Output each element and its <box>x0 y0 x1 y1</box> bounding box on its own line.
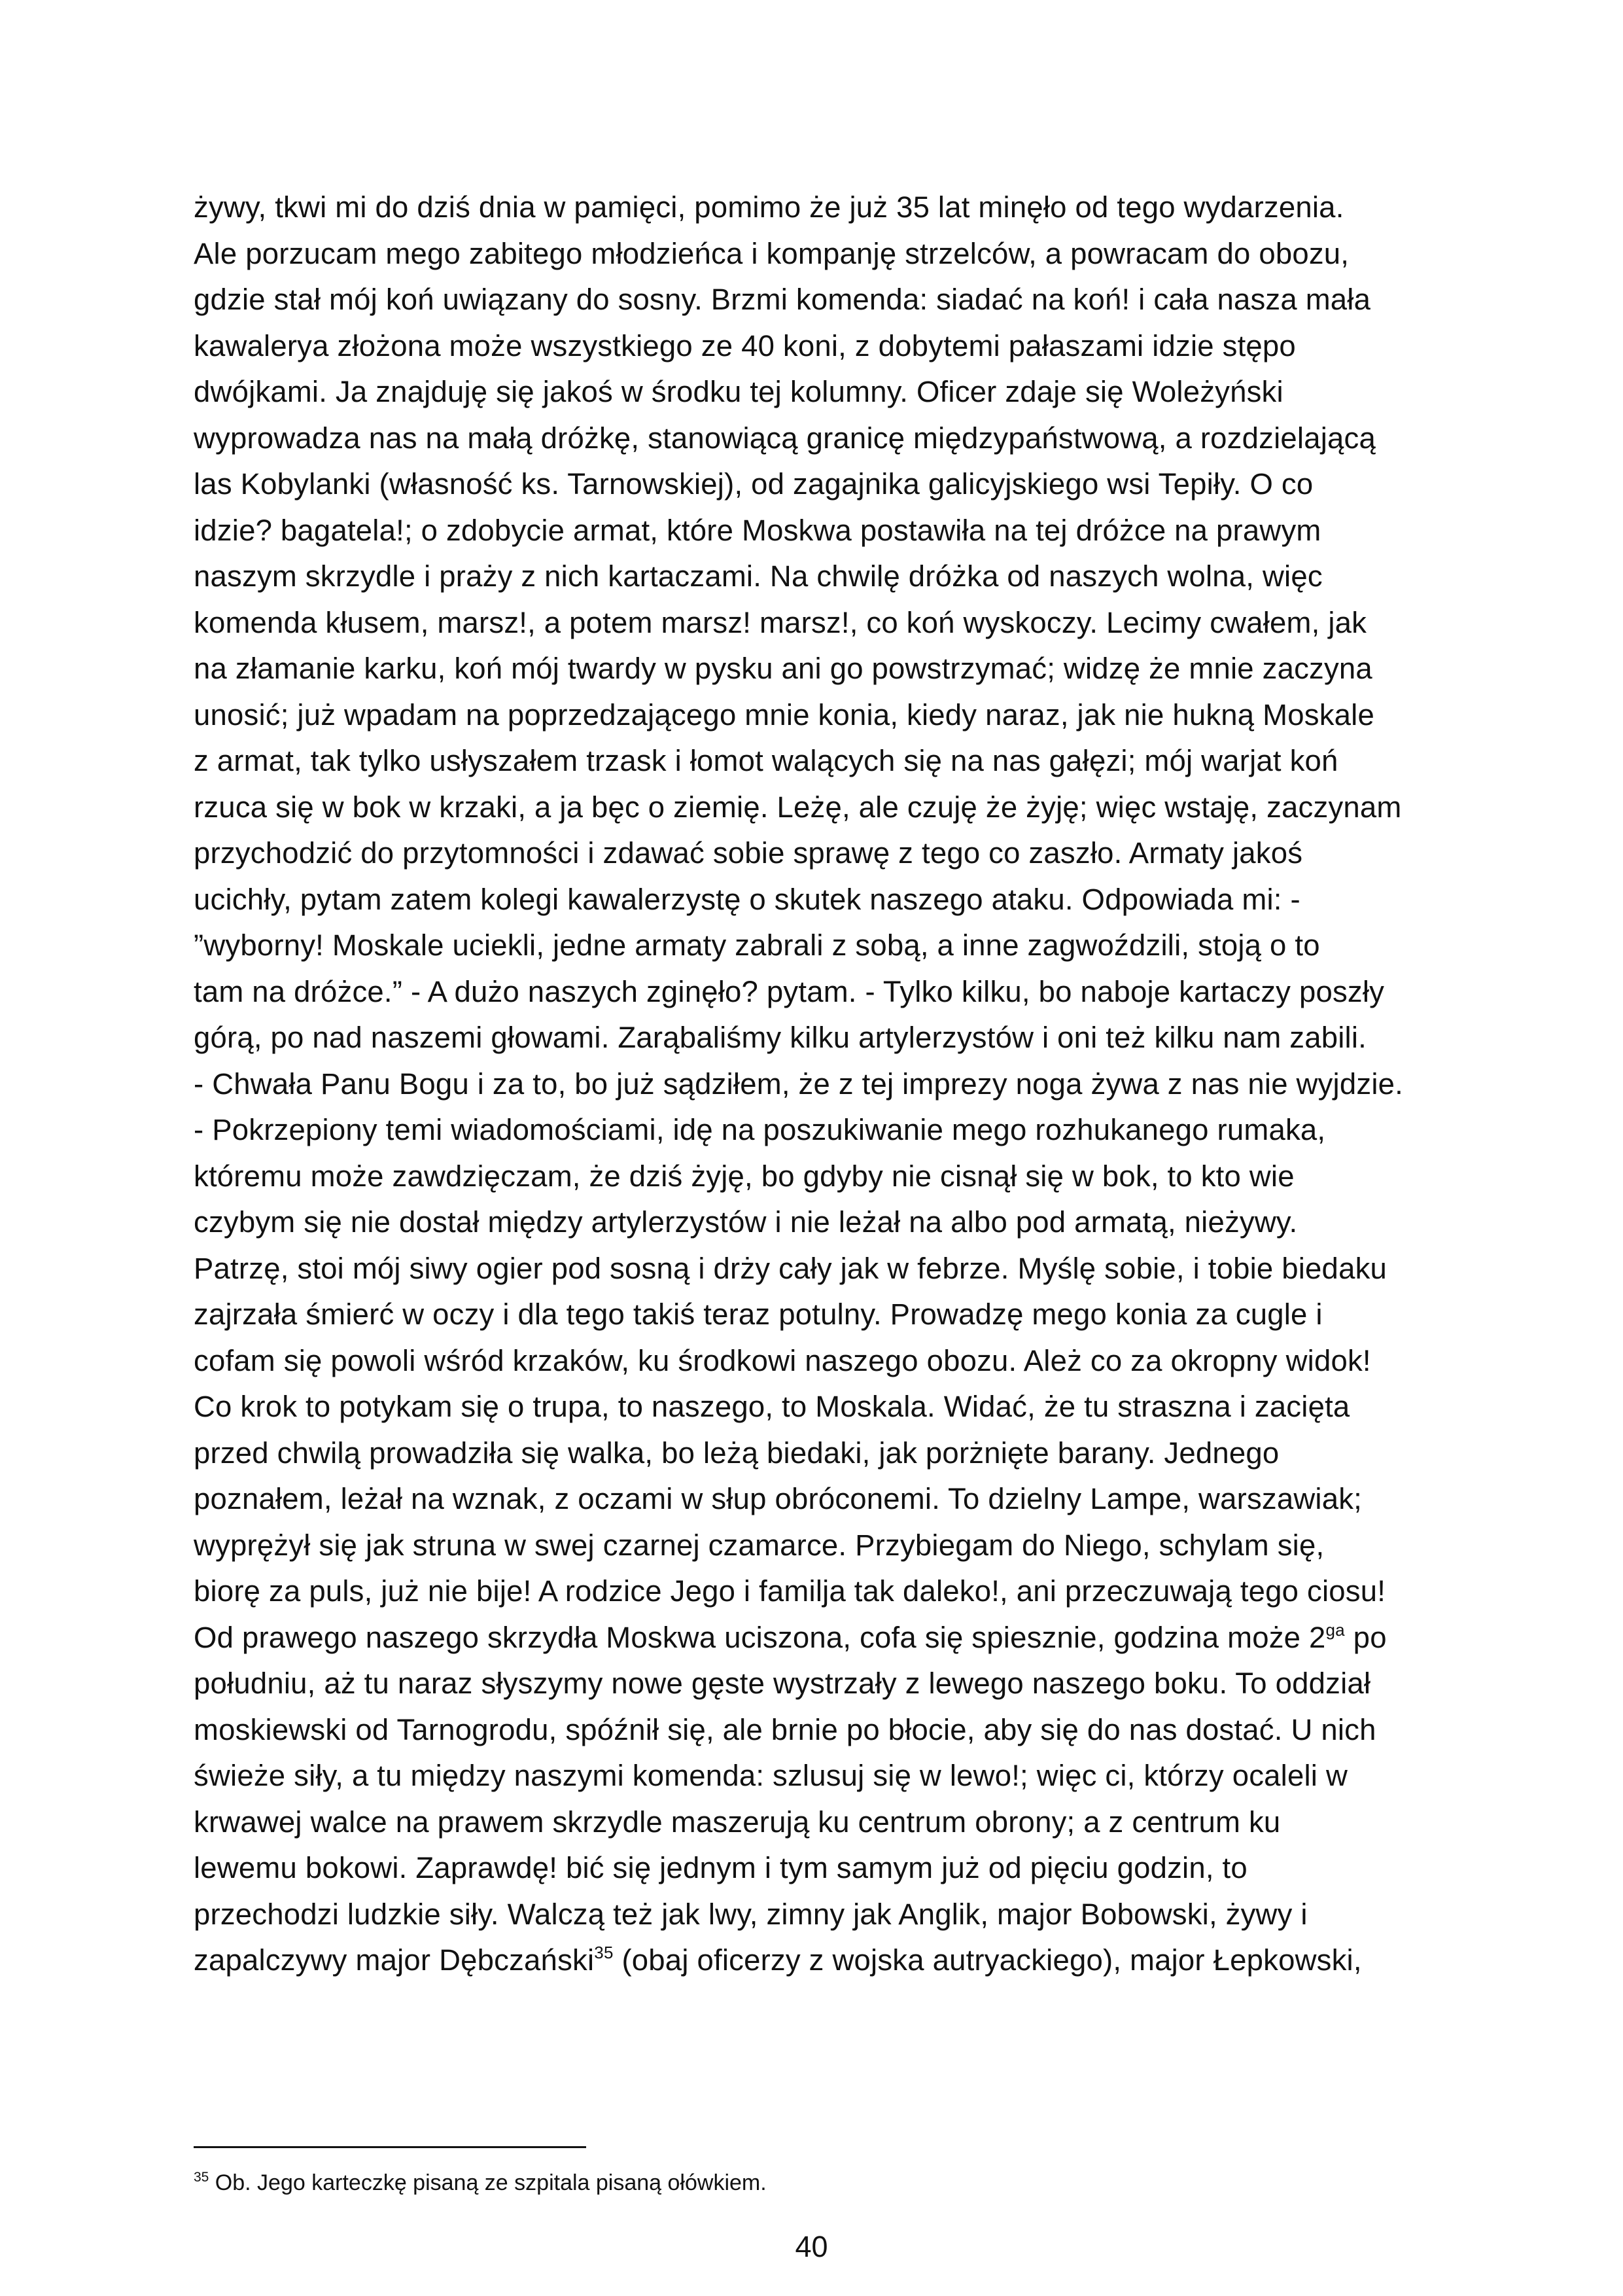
text-segment: zapalczywy major Dębczański <box>194 1943 595 1977</box>
text-segment: po <box>1344 1620 1387 1654</box>
text-line: poznałem, leżał na wznak, z oczami w słup obróconemi. To dzielny Lampe, warszawiak; <box>194 1482 1363 1515</box>
text-line: zajrzała śmierć w oczy i dla tego takiś teraz potulny. Prowadzę mego konia za cugle i <box>194 1298 1323 1331</box>
text-segment: Od prawego naszego skrzydła Moskwa uciszona, cofa się spiesznie, godzina może 2 <box>194 1620 1326 1654</box>
text-line: Patrzę, stoi mój siwy ogier pod sosną i drży cały jak w febrze. Myślę sobie, i tobie biedaku <box>194 1251 1387 1285</box>
text-line: cofam się powoli wśród krzaków, ku środkowi naszego obozu. Ależ co za okropny widok! <box>194 1343 1371 1377</box>
text-line: - Chwała Panu Bogu i za to, bo już sądziłem, że z tej imprezy noga żywa z nas nie wyjdzie. <box>194 1067 1403 1101</box>
text-line: komenda kłusem, marsz!, a potem marsz! marsz!, co koń wyskoczy. Lecimy cwałem, jak <box>194 605 1367 639</box>
footnote-marker: 35 <box>194 2170 209 2185</box>
text-line: unosić; już wpadam na poprzedzającego mnie konia, kiedy naraz, jak nie hukną Moskale <box>194 698 1374 732</box>
text-line: czybym się nie dostał między artylerzystów i nie leżał na albo pod armatą, nieżywy. <box>194 1205 1298 1239</box>
text-line: - Pokrzepiony temi wiadomościami, idę na poszukiwanie mego rozhukanego rumaka, <box>194 1113 1326 1146</box>
text-line <box>194 1937 1450 1984</box>
text-line: rzuca się w bok w krzaki, a ja bęc o ziemię. Leżę, ale czuję że żyję; więc wstaję, zaczynam <box>194 790 1402 824</box>
footnote-reference[interactable]: 35 <box>594 1943 614 1962</box>
text-line: na złamanie karku, koń mój twardy w pysku ani go powstrzymać; widzę że mnie zaczyna <box>194 652 1372 685</box>
text-line: naszym skrzydle i praży z nich kartaczami. Na chwilę dróżka od naszych wolna, więc <box>194 559 1323 593</box>
text-line: biorę za puls, już nie bije! A rodzice Jego i familja tak daleko!, ani przeczuwają tego ciosu! <box>194 1574 1386 1608</box>
text-line: żywy, tkwi mi do dziś dnia w pamięci, pomimo że już 35 lat minęło od tego wydarzenia. <box>194 190 1344 224</box>
text-line: kawalerya złożona może wszystkiego ze 40 koni, z dobytemi pałaszami idzie stępo <box>194 328 1296 362</box>
text-segment: (obaj oficerzy z wojska autryackiego), major Łepkowski, <box>613 1943 1362 1977</box>
text-line: południu, aż tu naraz słyszymy nowe gęste wystrzały z lewego naszego boku. To oddział <box>194 1667 1371 1700</box>
text-line: przychodzić do przytomności i zdawać sobie sprawę z tego co zaszło. Armaty jakoś <box>194 836 1303 870</box>
text-line: tam na dróżce.” - A dużo naszych zginęło? pytam. - Tylko kilku, bo naboje kartaczy poszły <box>194 974 1385 1008</box>
body-text <box>194 185 1450 1984</box>
text-line: świeże siły, a tu między naszymi komenda: szlusuj się w lewo!; więc ci, którzy ocaleli w <box>194 1759 1348 1792</box>
text-line: przed chwilą prowadziła się walka, bo leżą biedaki, jak porżnięte barany. Jednego <box>194 1436 1280 1470</box>
text-line: las Kobylanki (własność ks. Tarnowskiej), od zagajnika galicyjskiego wsi Tepiły. O co <box>194 467 1314 501</box>
text-line: moskiewski od Tarnogrodu, spóźnił się, ale brnie po błocie, aby się do nas dostać. U nich <box>194 1712 1376 1746</box>
text-line: Ale porzucam mego zabitego młodzieńca i kompanję strzelców, a powracam do obozu, <box>194 236 1350 270</box>
footnote <box>194 2168 767 2197</box>
footnote-divider <box>194 2146 586 2148</box>
text-line: przechodzi ludzkie siły. Walczą też jak lwy, zimny jak Anglik, major Bobowski, żywy i <box>194 1897 1308 1931</box>
text-line: krwawej walce na prawem skrzydle maszerują ku centrum obrony; a z centrum ku <box>194 1805 1281 1839</box>
text-line <box>194 1615 1450 1661</box>
text-line: górą, po nad naszemi głowami. Zarąbaliśmy kilku artylerzystów i oni też kilku nam zabili. <box>194 1021 1367 1054</box>
text-line: dwójkami. Ja znajduję się jakoś w środku tej kolumny. Oficer zdaje się Woleżyński <box>194 375 1283 408</box>
text-line: któremu może zawdzięczam, że dziś żyję, bo gdyby nie cisnął się w bok, to kto wie <box>194 1159 1295 1193</box>
text-line: Co krok to potykam się o trupa, to naszego, to Moskala. Widać, że tu straszna i zacięta <box>194 1390 1350 1423</box>
page-number: 40 <box>795 2230 828 2263</box>
text-line: gdzie stał mój koń uwiązany do sosny. Brzmi komenda: siadać na koń! i cała nasza mała <box>194 283 1371 316</box>
superscript: ga <box>1325 1619 1345 1640</box>
text-line: ucichły, pytam zatem kolegi kawalerzystę o skutek naszego ataku. Odpowiada mi: - <box>194 882 1300 916</box>
text-line: ”wyborny! Moskale uciekli, jedne armaty zabrali z sobą, a inne zagwoździli, stoją o to <box>194 928 1320 962</box>
footnote-text: Ob. Jego karteczkę pisaną ze szpitala pisaną ołówkiem. <box>209 2170 767 2195</box>
text-line: idzie? bagatela!; o zdobycie armat, które Moskwa postawiła na tej dróżce na prawym <box>194 513 1321 547</box>
text-line: wyprowadza nas na małą dróżkę, stanowiącą granicę międzypaństwową, a rozdzielającą <box>194 421 1376 455</box>
text-line: wyprężył się jak struna w swej czarnej czamarce. Przybiegam do Niego, schylam się, <box>194 1528 1325 1562</box>
text-line: lewemu bokowi. Zaprawdę! bić się jednym i tym samym już od pięciu godzin, to <box>194 1851 1248 1884</box>
text-line: z armat, tak tylko usłyszałem trzask i łomot walących się na nas gałęzi; mój warjat koń <box>194 744 1338 777</box>
